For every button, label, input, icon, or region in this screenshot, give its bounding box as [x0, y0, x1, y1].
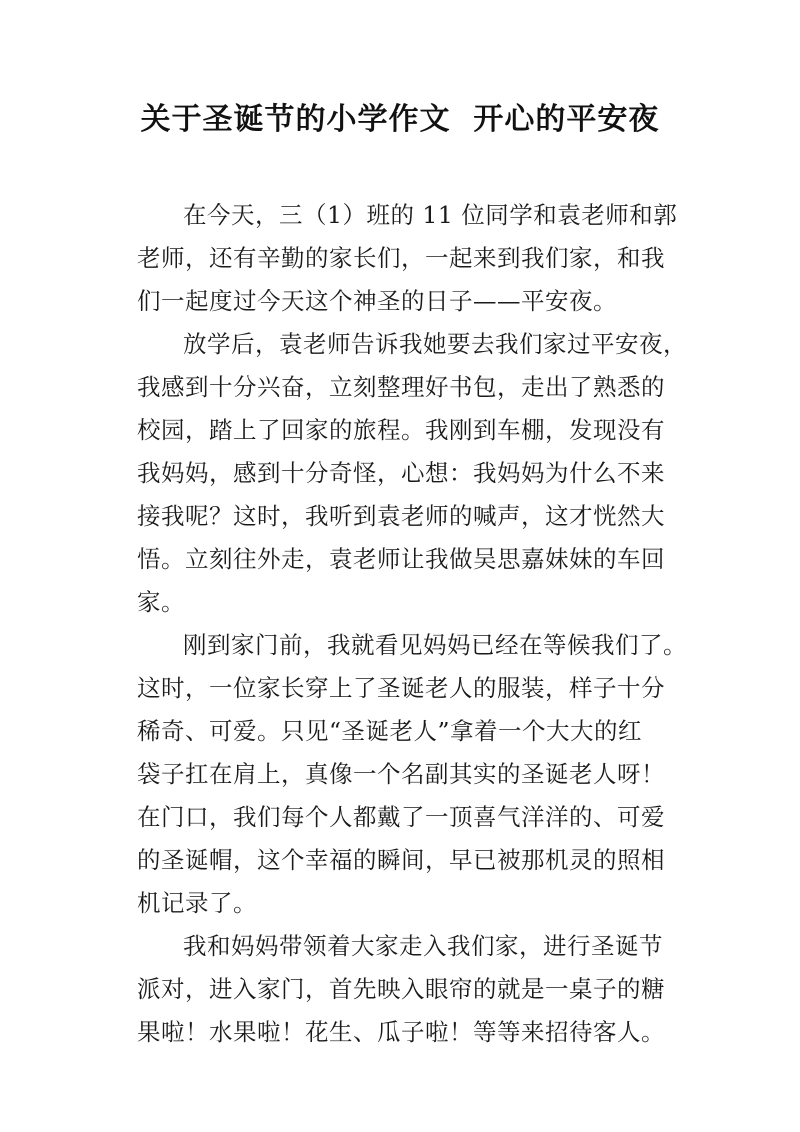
paragraph-1-line-1: 在今天，三（1）班的 11 位同学和袁老师和郭 [183, 201, 678, 229]
paragraph-3-line-3: 稀奇、可爱。只见“圣诞老人”拿着一个大大的红 [137, 717, 643, 745]
paragraph-3-line-1: 刚到家门前，我就看见妈妈已经在等候我们了。 [183, 631, 687, 659]
paragraph-2-line-5: 接我呢？这时，我听到袁老师的喊声，这才恍然大 [137, 502, 665, 530]
paragraph-4-line-2: 派对，进入家门，首先映入眼帘的就是一桌子的糖 [137, 975, 665, 1003]
paragraph-2-line-1: 放学后，袁老师告诉我她要去我们家过平安夜， [183, 330, 687, 358]
paragraph-2-line-6: 悟。立刻往外走，袁老师让我做吴思嘉妹妹的车回 [137, 545, 665, 573]
paragraph-2-line-4: 我妈妈，感到十分奇怪，心想：我妈妈为什么不来 [137, 459, 665, 487]
paragraph-1-line-2: 老师，还有辛勤的家长们，一起来到我们家，和我 [137, 244, 665, 272]
paragraph-3-line-5: 在门口，我们每个人都戴了一顶喜气洋洋的、可爱 [137, 803, 665, 831]
paragraph-1-line-3: 们一起度过今天这个神圣的日子——平安夜。 [137, 287, 617, 315]
paragraph-4-line-1: 我和妈妈带领着大家走入我们家，进行圣诞节 [183, 932, 663, 960]
paragraph-3-line-4: 袋子扛在肩上，真像一个名副其实的圣诞老人呀！ [137, 760, 665, 788]
paragraph-3-line-2: 这时，一位家长穿上了圣诞老人的服装，样子十分 [137, 674, 665, 702]
paragraph-3-line-6: 的圣诞帽，这个幸福的瞬间，早已被那机灵的照相 [137, 846, 665, 874]
document-title: 关于圣诞节的小学作文 开心的平安夜 [140, 102, 660, 137]
paragraph-4-line-3: 果啦！水果啦！花生、瓜子啦！等等来招待客人。 [137, 1018, 665, 1046]
paragraph-2-line-7: 家。 [137, 588, 185, 616]
paragraph-2-line-3: 校园，踏上了回家的旅程。我刚到车棚，发现没有 [137, 416, 665, 444]
paragraph-2-line-2: 我感到十分兴奋，立刻整理好书包，走出了熟悉的 [137, 373, 665, 401]
paragraph-3-line-7: 机记录了。 [137, 889, 257, 917]
